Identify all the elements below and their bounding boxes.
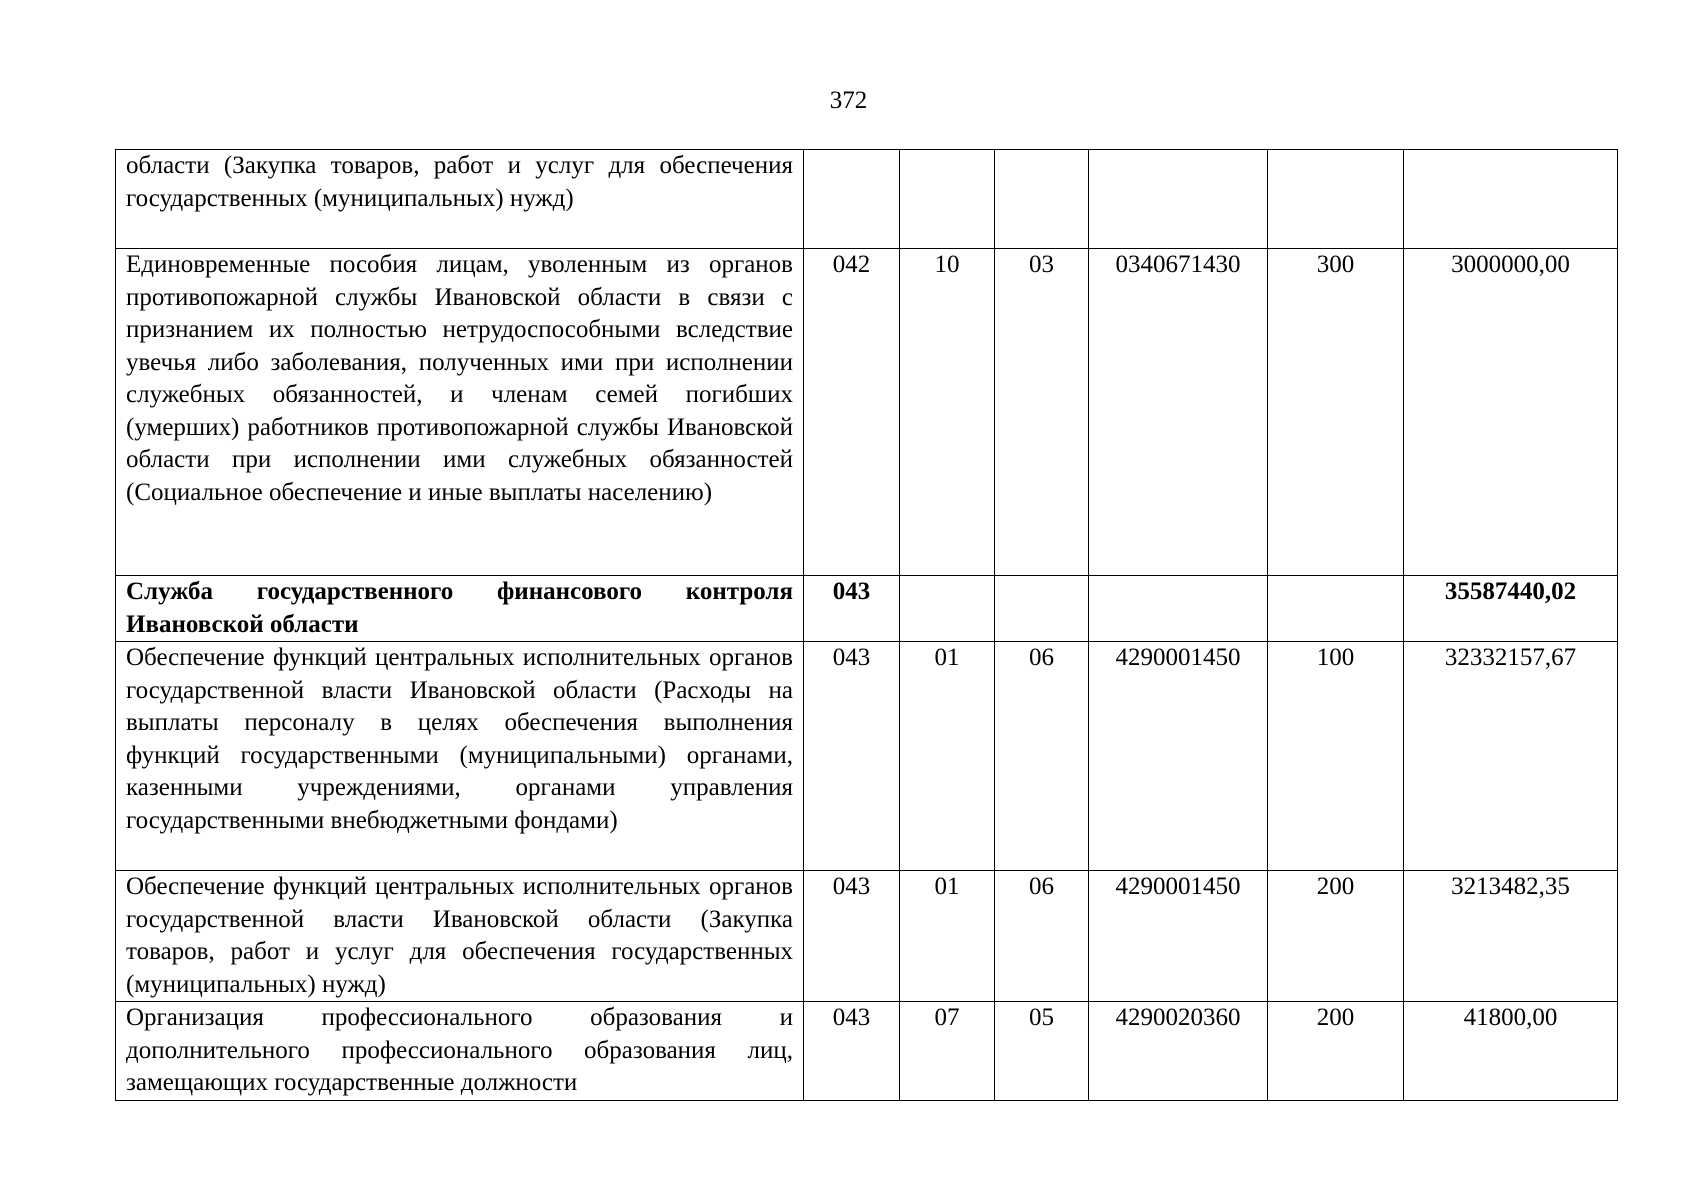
row-description: Обеспечение функций центральных исполнительных органов государственной власти Ивановской области (Закупка товаров, работ и услуг для обеспечения государственных (муниципальных) нужд) — [116, 871, 804, 1002]
page-number: 372 — [829, 87, 868, 114]
row-section-code: 07 — [900, 1002, 995, 1101]
row-subsection-code: 05 — [995, 1002, 1089, 1101]
table-row — [116, 642, 1618, 871]
row-amount: 41800,00 — [1404, 1002, 1618, 1101]
row-target-code — [1089, 576, 1268, 642]
budget-table — [115, 149, 1618, 1101]
row-subsection-code: 03 — [995, 249, 1089, 576]
row-target-code: 4290001450 — [1089, 642, 1268, 871]
row-target-code — [1089, 150, 1268, 249]
row-subsection-code — [995, 150, 1089, 249]
table-row — [116, 1002, 1618, 1101]
row-description — [116, 1002, 804, 1101]
row-expense-type-code — [1268, 576, 1404, 642]
table-row — [116, 150, 1618, 249]
row-description: области (Закупка товаров, работ и услуг для обеспечения государственных (муниципальных) нужд) — [116, 150, 804, 249]
row-admin-code: 042 — [804, 249, 900, 576]
row-amount: 3000000,00 — [1404, 249, 1618, 576]
table-row — [116, 871, 1618, 1002]
row-section-code: 10 — [900, 249, 995, 576]
row-description-text: Организация профессионального образования и дополнительного профессионального образования лиц, замещающих государственные должности — [126, 1004, 793, 1096]
row-admin-code: 043 — [804, 871, 900, 1002]
row-description: Единовременные пособия лицам, уволенным из органов противопожарной службы Ивановской области в связи с признанием их полностью нетрудоспособными вследствие увечья либо заболевания, полученных ими при исполнении служебных обязанностей, и членам семей погибших (умерших) работников противопожарной службы Ивановской области при исполнении ими служебных обязанностей (Социальное обеспечение и иные выплаты населению) — [116, 249, 804, 576]
row-expense-type-code: 100 — [1268, 642, 1404, 871]
row-target-code: 4290020360 — [1089, 1002, 1268, 1101]
row-description: Обеспечение функций центральных исполнительных органов государственной власти Ивановской области (Расходы на выплаты персоналу в целях обеспечения выполнения функций государственными (муниципальными) органами, казенными учреждениями, органами управления государственными внебюджетными фондами) — [116, 642, 804, 871]
row-target-code: 4290001450 — [1089, 871, 1268, 1002]
row-amount: 32332157,67 — [1404, 642, 1618, 871]
row-expense-type-code: 300 — [1268, 249, 1404, 576]
row-expense-type-code — [1268, 150, 1404, 249]
table-row — [116, 576, 1618, 642]
row-subsection-code: 06 — [995, 642, 1089, 871]
row-expense-type-code: 200 — [1268, 871, 1404, 1002]
row-section-code: 01 — [900, 642, 995, 871]
row-target-code: 0340671430 — [1089, 249, 1268, 576]
row-section-code: 01 — [900, 871, 995, 1002]
row-expense-type-code: 200 — [1268, 1002, 1404, 1101]
row-admin-code: 043 — [804, 1002, 900, 1101]
row-admin-code: 043 — [804, 576, 900, 642]
row-amount — [1404, 150, 1618, 249]
row-amount: 35587440,02 — [1404, 576, 1618, 642]
table-row — [116, 249, 1618, 576]
row-admin-code: 043 — [804, 642, 900, 871]
row-amount: 3213482,35 — [1404, 871, 1618, 1002]
row-description: Служба государственного финансового контроля Ивановской области — [116, 576, 804, 642]
row-admin-code — [804, 150, 900, 249]
row-subsection-code: 06 — [995, 871, 1089, 1002]
row-section-code — [900, 576, 995, 642]
row-subsection-code — [995, 576, 1089, 642]
row-section-code — [900, 150, 995, 249]
